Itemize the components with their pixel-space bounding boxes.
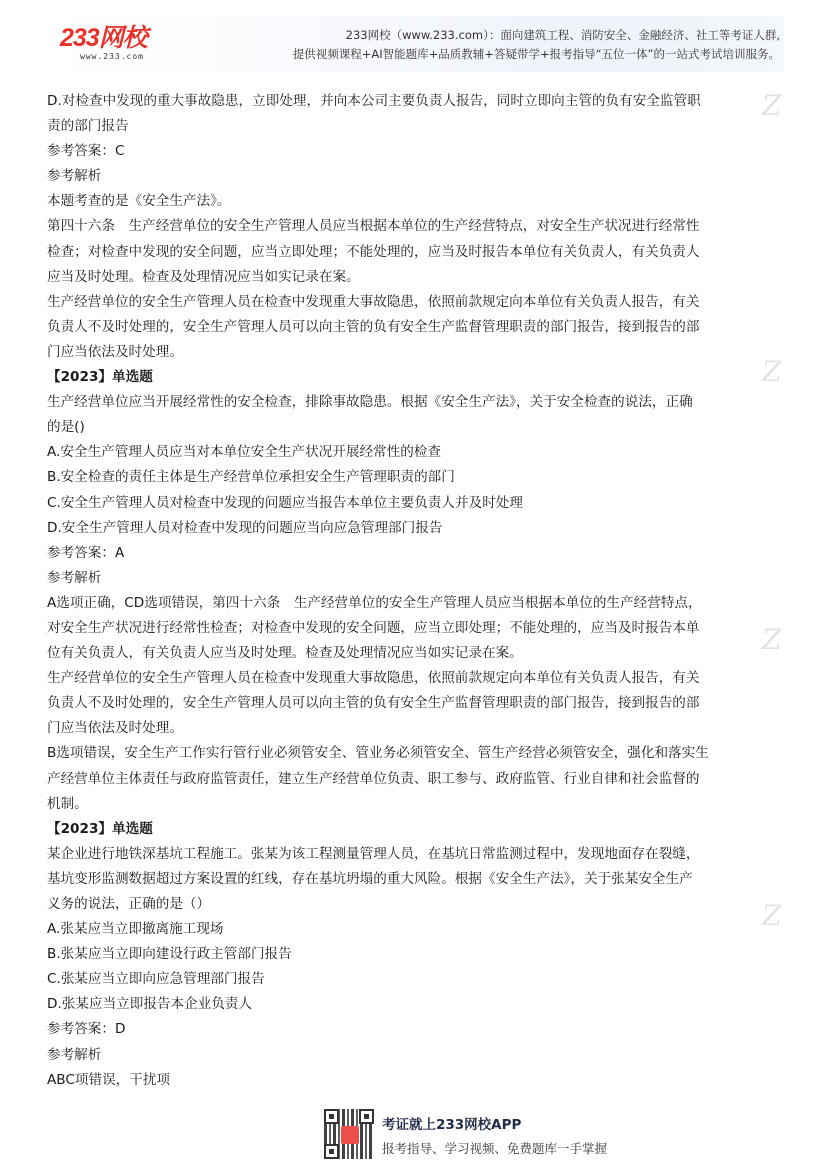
text-line: 基坑变形监测数据超过方案设置的红线，存在基坑坍塌的重大风险。根据《安全生产法》，关于张某安全生产	[47, 870, 693, 887]
text-line: D.安全生产管理人员对检查中发现的问题应当向应急管理部门报告	[47, 519, 443, 536]
app-promo-footer	[322, 1107, 622, 1163]
text-line: C.张某应当立即向应急管理部门报告	[47, 971, 265, 988]
text-line: 本题考查的是《安全生产法》。	[47, 193, 231, 210]
text-line: 负责人不及时处理的，安全生产管理人员可以向主管的负有安全生产监督管理职责的部门报告，接到报告的部	[47, 318, 700, 335]
text-line: 义务的说法，正确的是（）	[47, 896, 211, 912]
text-line: 参考答案：C	[47, 143, 125, 160]
text-line: 门应当依法及时处理。	[47, 343, 183, 360]
watermark-icon: Z	[762, 89, 782, 122]
text-line: 生产经营单位的安全生产管理人员在检查中发现重大事故隐患，依照前款规定向本单位有关负责人报告，有关	[47, 670, 700, 687]
logo-url: www.233.com	[80, 52, 144, 61]
text-line: 参考解析	[47, 168, 102, 185]
text-line: A.安全生产管理人员应当对本单位安全生产状况开展经常性的检查	[47, 444, 442, 461]
brand-logo[interactable]	[60, 24, 180, 64]
text-line: 应当及时处理。检查及处理情况应当如实记录在案。	[47, 268, 360, 285]
text-line: 机制。	[47, 795, 88, 812]
text-line: 参考答案：A	[47, 544, 125, 561]
text-line: 某企业进行地铁深基坑工程施工。张某为该工程测量管理人员，在基坑日常监测过程中，发现地面存在裂缝，	[47, 845, 700, 862]
page-header	[48, 16, 784, 72]
text-line: C.安全生产管理人员对检查中发现的问题应当报告本单位主要负责人并及时处理	[47, 494, 523, 511]
text-line: 生产经营单位的安全生产管理人员在检查中发现重大事故隐患，依照前款规定向本单位有关负责人报告，有关	[47, 293, 700, 310]
watermark-icon: Z	[762, 899, 782, 932]
header-description-line1: 233网校（www.233.com）：面向建筑工程、消防安全、金融经济、社工等考证人群,	[345, 28, 780, 42]
text-line: 生产经营单位应当开展经常性的安全检查，排除事故隐患。根据《安全生产法》，关于安全检查的说法，正确	[47, 394, 693, 411]
text-line: 检查；对检查中发现的安全问题，应当立即处理；不能处理的，应当及时报告本单位有关负责人，有关负责人	[47, 243, 700, 260]
text-line: 的是()	[47, 419, 85, 436]
header-description-line2: 提供视频课程+AI智能题库+品质教辅+答疑带学+报考指导“五位一体”的一站式考试培训服务。	[292, 47, 780, 61]
watermark-icon: Z	[762, 623, 782, 656]
text-line: A选项正确，CD选项错误，第四十六条 生产经营单位的安全生产管理人员应当根据本单位的生产经营特点，	[47, 594, 702, 611]
text-line: 参考解析	[47, 1046, 102, 1063]
footer-subtitle: 报考指导、学习视频、免费题库一手掌握	[382, 1141, 608, 1156]
document-body	[47, 89, 757, 1093]
qr-code-icon[interactable]	[324, 1109, 374, 1159]
text-line: 产经营单位主体责任与政府监管责任，建立生产经营单位负责、职工参与、政府监管、行业自律和社会监督的	[47, 770, 700, 787]
text-line: 负责人不及时处理的，安全生产管理人员可以向主管的负有安全生产监督管理职责的部门报告，接到报告的部	[47, 695, 700, 712]
logo-text: 233网校	[60, 24, 147, 52]
text-line: 责的部门报告	[47, 118, 129, 135]
footer-title: 考证就上233网校APP	[382, 1117, 522, 1133]
text-line: B.张某应当立即向建设行政主管部门报告	[47, 946, 292, 963]
text-line: ABC项错误，干扰项	[47, 1071, 171, 1088]
text-line: 参考解析	[47, 569, 102, 586]
text-line: D.张某应当立即报告本企业负责人	[47, 996, 253, 1013]
watermark-icon: Z	[762, 355, 782, 388]
text-line: 对安全生产状况进行经常性检查；对检查中发现的安全问题，应当立即处理；不能处理的，应当及时报告本单	[47, 619, 700, 636]
question-heading: 【2023】单选题	[47, 369, 153, 386]
header-description	[293, 26, 780, 64]
text-line: B.安全检查的责任主体是生产经营单位承担安全生产管理职责的部门	[47, 469, 455, 486]
text-line: 位有关负责人，有关负责人应当及时处理。检查及处理情况应当如实记录在案。	[47, 645, 523, 662]
text-line: 参考答案：D	[47, 1021, 126, 1038]
qr-logo-icon	[341, 1126, 359, 1144]
text-line: D.对检查中发现的重大事故隐患，立即处理，并向本公司主要负责人报告，同时立即向主管的负有安全监管职	[47, 93, 701, 109]
question-heading: 【2023】单选题	[47, 820, 153, 837]
text-line: B选项错误，安全生产工作实行管行业必须管安全、管业务必须管安全、管生产经营必须管安全，强化和落实生	[47, 745, 709, 762]
text-line: A.张某应当立即撤离施工现场	[47, 921, 224, 938]
text-line: 门应当依法及时处理。	[47, 720, 183, 737]
text-line: 第四十六条 生产经营单位的安全生产管理人员应当根据本单位的生产经营特点，对安全生产状况进行经常性	[47, 218, 700, 235]
